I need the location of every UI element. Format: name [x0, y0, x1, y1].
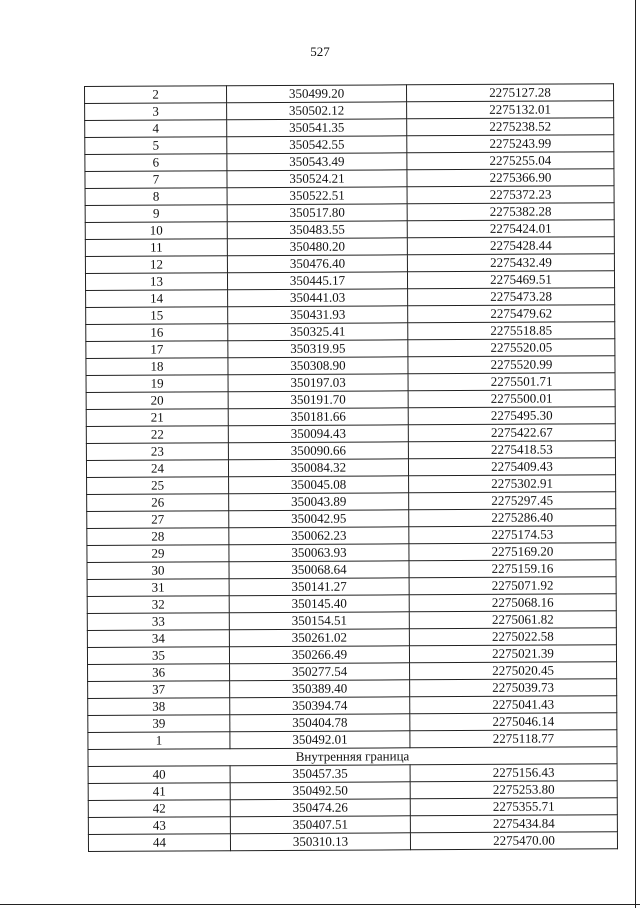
- table-row: [86, 356, 615, 376]
- x-coordinate-cell: 350394.74: [230, 697, 410, 715]
- table-row: [88, 815, 617, 835]
- y-coordinate-cell: 2275428.44: [407, 237, 614, 255]
- point-number-cell: 5: [85, 137, 227, 155]
- y-coordinate-cell: 2275297.45: [409, 492, 616, 510]
- table-row: [87, 475, 616, 495]
- point-number-cell: 6: [85, 154, 227, 172]
- y-coordinate-cell: 2275518.85: [408, 322, 615, 340]
- y-coordinate-cell: 2275422.67: [408, 424, 615, 442]
- y-coordinate-cell: 2275071.92: [409, 577, 616, 595]
- point-number-cell: 15: [86, 307, 228, 325]
- point-number-cell: 22: [86, 426, 228, 444]
- point-number-cell: 30: [87, 562, 229, 580]
- x-coordinate-cell: 350541.35: [227, 119, 407, 137]
- x-coordinate-cell: 350045.08: [229, 476, 409, 494]
- y-coordinate-cell: 2275238.52: [407, 118, 614, 136]
- point-number-cell: 36: [88, 664, 230, 682]
- table-row: [86, 424, 615, 444]
- point-number-cell: 8: [85, 188, 227, 206]
- page-edge-bottom: [0, 904, 640, 905]
- point-number-cell: 31: [87, 579, 229, 597]
- x-coordinate-cell: 350319.95: [228, 340, 408, 358]
- x-coordinate-cell: 350492.01: [230, 731, 410, 749]
- table-row: [87, 526, 616, 546]
- x-coordinate-cell: 350043.89: [229, 493, 409, 511]
- table-row: [87, 594, 616, 614]
- y-coordinate-cell: 2275041.43: [410, 696, 617, 714]
- table-row: [88, 764, 617, 784]
- y-coordinate-cell: 2275174.53: [409, 526, 616, 544]
- y-coordinate-cell: 2275118.77: [410, 730, 617, 748]
- x-coordinate-cell: 350542.55: [227, 136, 407, 154]
- point-number-cell: 16: [86, 324, 228, 342]
- point-number-cell: 41: [88, 783, 230, 801]
- x-coordinate-cell: 350277.54: [230, 663, 410, 681]
- y-coordinate-cell: 2275156.43: [410, 764, 617, 782]
- point-number-cell: 11: [85, 239, 227, 257]
- table-row: [88, 662, 617, 682]
- x-coordinate-cell: 350090.66: [228, 442, 408, 460]
- point-number-cell: 9: [85, 205, 227, 223]
- y-coordinate-cell: 2275021.39: [409, 645, 616, 663]
- table-row: [86, 305, 615, 325]
- point-number-cell: 20: [86, 392, 228, 410]
- page-edge-right: [635, 0, 636, 908]
- point-number-cell: 14: [86, 290, 228, 308]
- y-coordinate-cell: 2275020.45: [410, 662, 617, 680]
- x-coordinate-cell: 350389.40: [230, 680, 410, 698]
- x-coordinate-cell: 350522.51: [227, 187, 407, 205]
- table-row: [87, 577, 616, 597]
- point-number-cell: 39: [88, 715, 230, 733]
- point-number-cell: 27: [87, 511, 229, 529]
- point-number-cell: 19: [86, 375, 228, 393]
- x-coordinate-cell: 350474.26: [230, 799, 410, 817]
- y-coordinate-cell: 2275046.14: [410, 713, 617, 731]
- x-coordinate-cell: 350524.21: [227, 170, 407, 188]
- x-coordinate-cell: 350483.55: [227, 221, 407, 239]
- table-row: [85, 84, 614, 104]
- x-coordinate-cell: 350145.40: [229, 595, 409, 613]
- x-coordinate-cell: 350191.70: [228, 391, 408, 409]
- y-coordinate-cell: 2275520.99: [408, 356, 615, 374]
- x-coordinate-cell: 350441.03: [228, 289, 408, 307]
- y-coordinate-cell: 2275022.58: [409, 628, 616, 646]
- table-row: [88, 832, 617, 852]
- x-coordinate-cell: 350517.80: [227, 204, 407, 222]
- y-coordinate-cell: 2275169.20: [409, 543, 616, 561]
- table-row: [85, 152, 614, 172]
- point-number-cell: 37: [88, 681, 230, 699]
- point-number-cell: 25: [87, 477, 229, 495]
- y-coordinate-cell: 2275501.71: [408, 373, 615, 391]
- table-row: [88, 696, 617, 716]
- x-coordinate-cell: 350502.12: [227, 102, 407, 120]
- point-number-cell: 44: [88, 834, 230, 852]
- point-number-cell: 13: [85, 273, 227, 291]
- coordinates-table-body: [85, 84, 618, 852]
- x-coordinate-cell: 350407.51: [230, 816, 410, 834]
- y-coordinate-cell: 2275061.82: [409, 611, 616, 629]
- table-row: [87, 611, 616, 631]
- y-coordinate-cell: 2275500.01: [408, 390, 615, 408]
- table-row: [85, 254, 614, 274]
- x-coordinate-cell: 350181.66: [228, 408, 408, 426]
- point-number-cell: 1: [88, 732, 230, 750]
- x-coordinate-cell: 350154.51: [229, 612, 409, 630]
- table-row: [85, 135, 614, 155]
- point-number-cell: 43: [88, 817, 230, 835]
- x-coordinate-cell: 350325.41: [228, 323, 408, 341]
- table-row: [87, 645, 616, 665]
- table-row: [85, 203, 614, 223]
- point-number-cell: 12: [85, 256, 227, 274]
- table-row: [88, 730, 617, 750]
- x-coordinate-cell: 350404.78: [230, 714, 410, 732]
- table-row: [88, 781, 617, 801]
- table-row: [86, 339, 615, 359]
- y-coordinate-cell: 2275372.23: [407, 186, 614, 204]
- table-row: [85, 237, 614, 257]
- point-number-cell: 35: [87, 647, 229, 665]
- table-row: [88, 679, 617, 699]
- y-coordinate-cell: 2275382.28: [407, 203, 614, 221]
- y-coordinate-cell: 2275479.62: [408, 305, 615, 323]
- point-number-cell: 7: [85, 171, 227, 189]
- x-coordinate-cell: 350266.49: [229, 646, 409, 664]
- y-coordinate-cell: 2275068.16: [409, 594, 616, 612]
- x-coordinate-cell: 350445.17: [227, 272, 407, 290]
- x-coordinate-cell: 350063.93: [229, 544, 409, 562]
- x-coordinate-cell: 350476.40: [227, 255, 407, 273]
- x-coordinate-cell: 350197.03: [228, 374, 408, 392]
- point-number-cell: 42: [88, 800, 230, 818]
- table-row: [85, 101, 614, 121]
- x-coordinate-cell: 350261.02: [229, 629, 409, 647]
- x-coordinate-cell: 350094.43: [228, 425, 408, 443]
- table-row: [86, 373, 615, 393]
- point-number-cell: 4: [85, 120, 227, 138]
- point-number-cell: 26: [87, 494, 229, 512]
- x-coordinate-cell: 350042.95: [229, 510, 409, 528]
- y-coordinate-cell: 2275159.16: [409, 560, 616, 578]
- table-row: [88, 798, 617, 818]
- y-coordinate-cell: 2275243.99: [407, 135, 614, 153]
- x-coordinate-cell: 350141.27: [229, 578, 409, 596]
- table-row: [87, 509, 616, 529]
- point-number-cell: 10: [85, 222, 227, 240]
- table-row: [85, 271, 614, 291]
- point-number-cell: 29: [87, 545, 229, 563]
- x-coordinate-cell: 350068.64: [229, 561, 409, 579]
- x-coordinate-cell: 350499.20: [227, 85, 407, 103]
- point-number-cell: 24: [86, 460, 228, 478]
- point-number-cell: 3: [85, 103, 227, 121]
- table-row: [87, 543, 616, 563]
- point-number-cell: 17: [86, 341, 228, 359]
- x-coordinate-cell: 350431.93: [228, 306, 408, 324]
- table-row: [86, 441, 615, 461]
- x-coordinate-cell: 350308.90: [228, 357, 408, 375]
- y-coordinate-cell: 2275418.53: [408, 441, 615, 459]
- table-row: [85, 118, 614, 138]
- y-coordinate-cell: 2275253.80: [410, 781, 617, 799]
- y-coordinate-cell: 2275424.01: [407, 220, 614, 238]
- y-coordinate-cell: 2275255.04: [407, 152, 614, 170]
- y-coordinate-cell: 2275409.43: [408, 458, 615, 476]
- y-coordinate-cell: 2275495.30: [408, 407, 615, 425]
- point-number-cell: 23: [86, 443, 228, 461]
- y-coordinate-cell: 2275286.40: [409, 509, 616, 527]
- point-number-cell: 40: [88, 766, 230, 784]
- point-number-cell: 18: [86, 358, 228, 376]
- point-number-cell: 32: [87, 596, 229, 614]
- table-row: [86, 322, 615, 342]
- table-row: [85, 186, 614, 206]
- y-coordinate-cell: 2275127.28: [406, 84, 613, 102]
- x-coordinate-cell: 350492.50: [230, 782, 410, 800]
- y-coordinate-cell: 2275302.91: [409, 475, 616, 493]
- table-row: [87, 560, 616, 580]
- point-number-cell: 38: [88, 698, 230, 716]
- y-coordinate-cell: 2275432.49: [407, 254, 614, 272]
- x-coordinate-cell: 350310.13: [230, 833, 410, 851]
- y-coordinate-cell: 2275039.73: [410, 679, 617, 697]
- x-coordinate-cell: 350480.20: [227, 238, 407, 256]
- table-row: [86, 458, 615, 478]
- y-coordinate-cell: 2275434.84: [410, 815, 617, 833]
- y-coordinate-cell: 2275470.00: [410, 832, 617, 850]
- table-row: [87, 628, 616, 648]
- section-label: Внутренняя граница: [88, 747, 617, 767]
- table-row: [85, 220, 614, 240]
- point-number-cell: 33: [87, 613, 229, 631]
- table-row: [86, 407, 615, 427]
- point-number-cell: 21: [86, 409, 228, 427]
- y-coordinate-cell: 2275366.90: [407, 169, 614, 187]
- table-row: [86, 390, 615, 410]
- point-number-cell: 34: [87, 630, 229, 648]
- y-coordinate-cell: 2275473.28: [408, 288, 615, 306]
- x-coordinate-cell: 350084.32: [228, 459, 408, 477]
- table-row: [88, 713, 617, 733]
- point-number-cell: 2: [85, 86, 227, 104]
- page-number: 527: [310, 44, 330, 59]
- point-number-cell: 28: [87, 528, 229, 546]
- y-coordinate-cell: 2275469.51: [407, 271, 614, 289]
- table-row: [86, 288, 615, 308]
- table-row: [87, 492, 616, 512]
- table-row: [85, 169, 614, 189]
- y-coordinate-cell: 2275520.05: [408, 339, 615, 357]
- x-coordinate-cell: 350457.35: [230, 765, 410, 783]
- x-coordinate-cell: 350543.49: [227, 153, 407, 171]
- x-coordinate-cell: 350062.23: [229, 527, 409, 545]
- y-coordinate-cell: 2275355.71: [410, 798, 617, 816]
- coordinates-table: [84, 83, 618, 852]
- y-coordinate-cell: 2275132.01: [407, 101, 614, 119]
